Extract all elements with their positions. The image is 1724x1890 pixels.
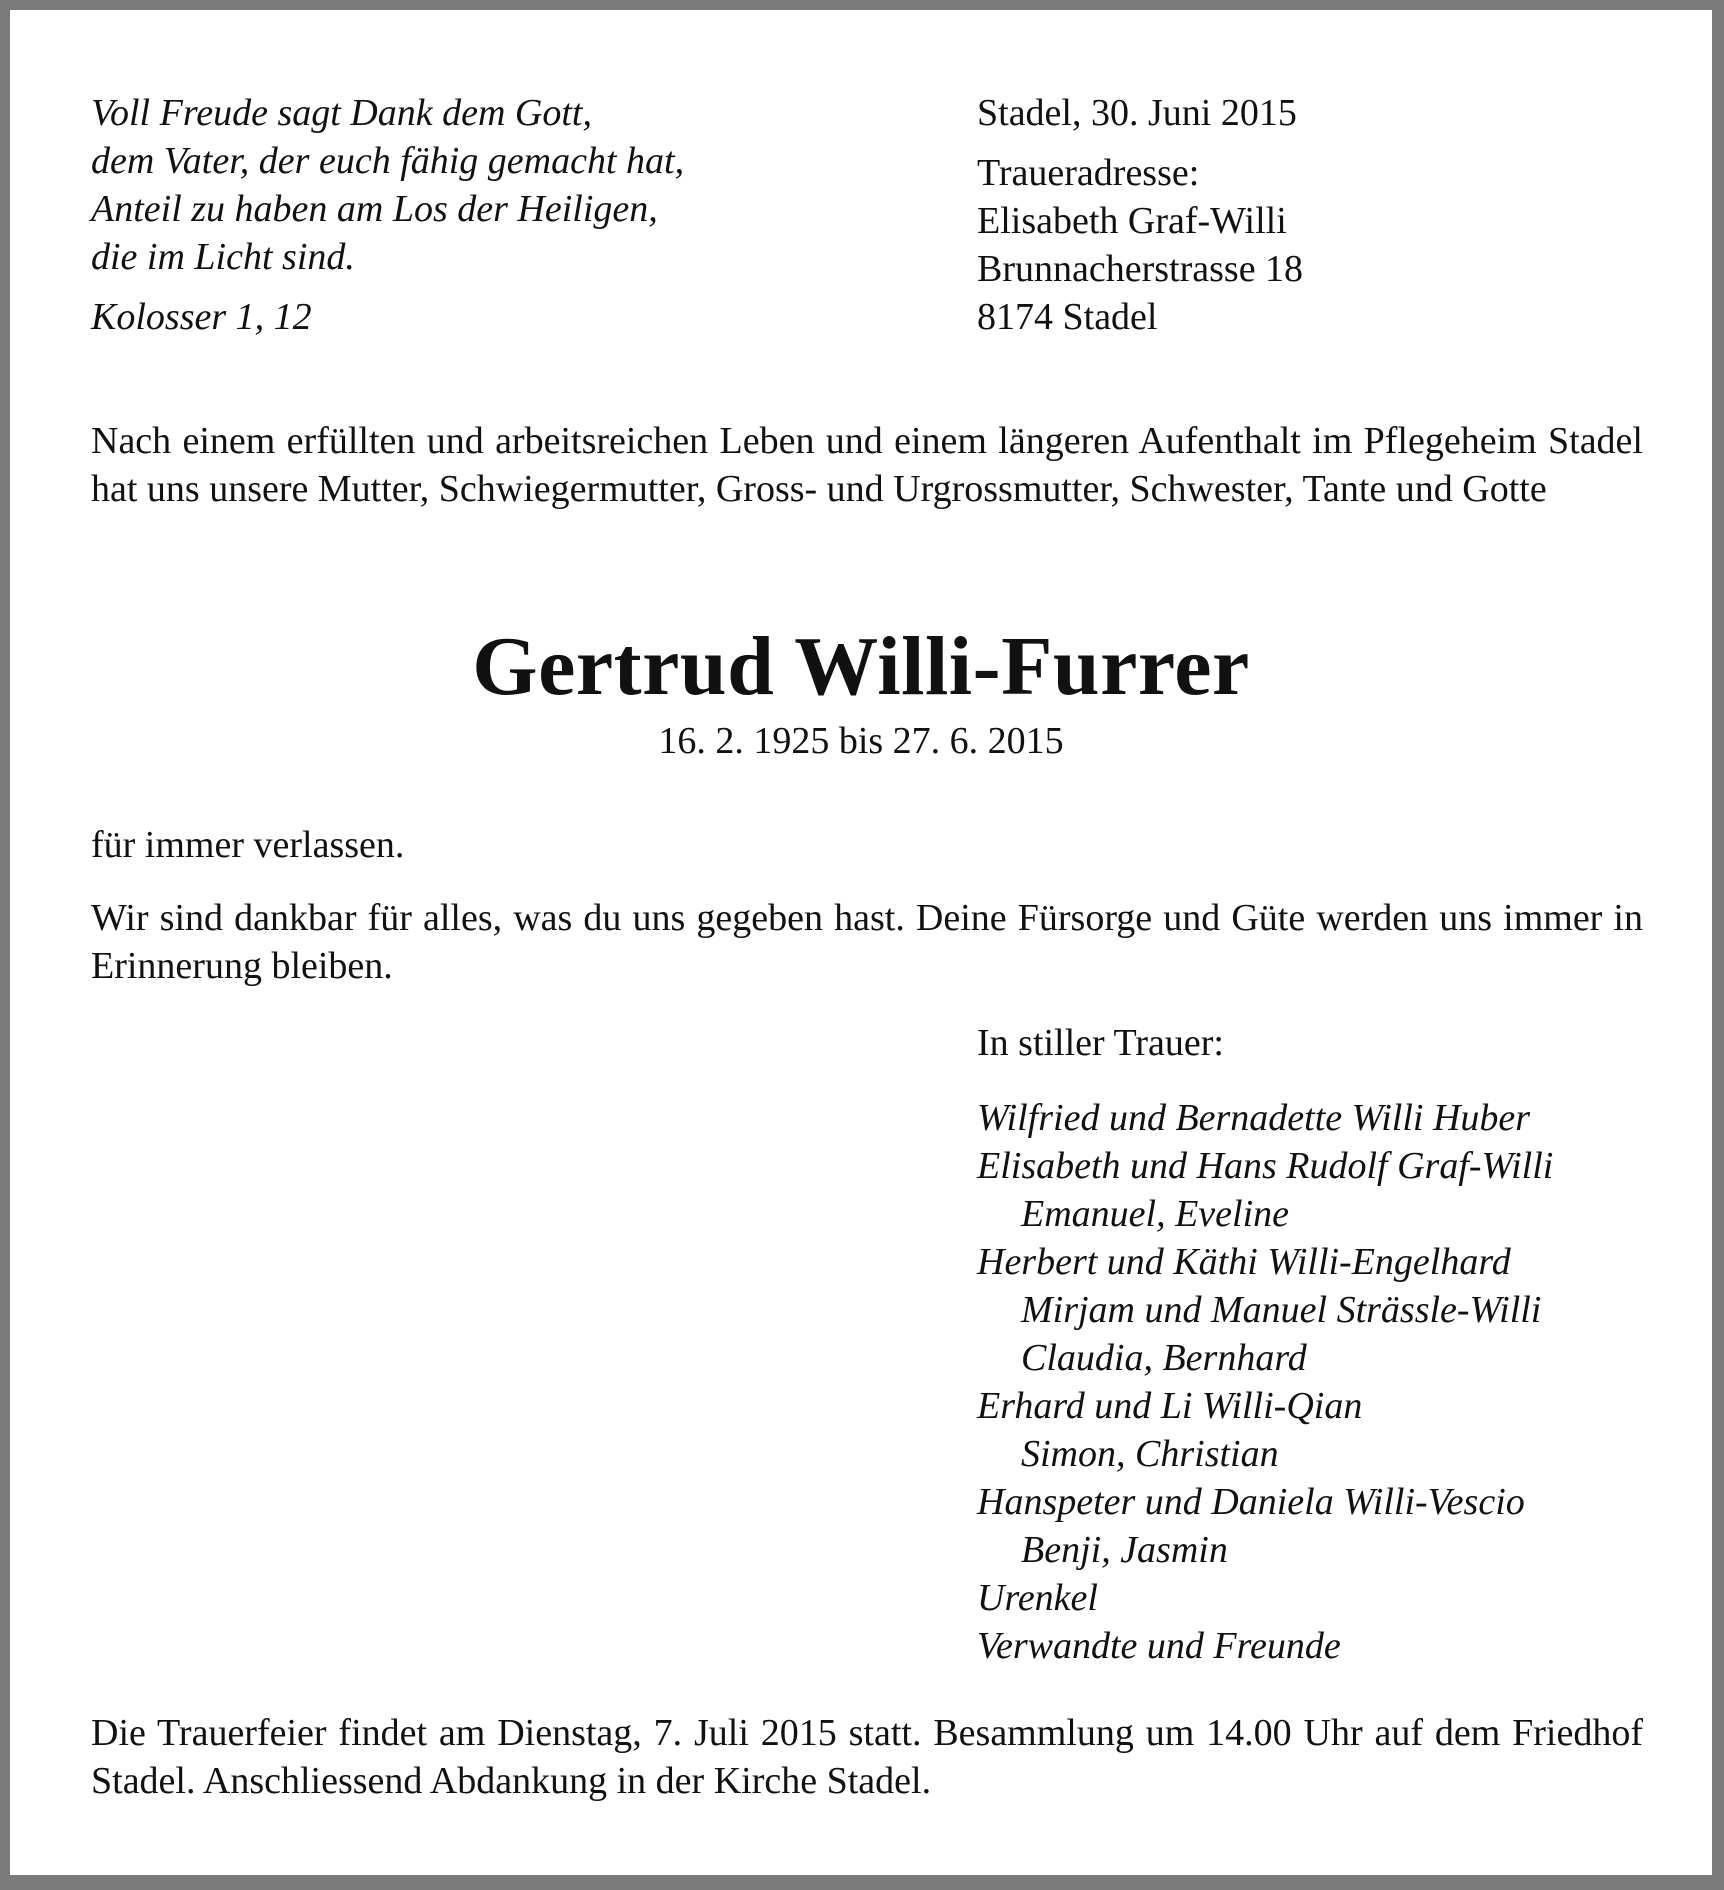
address-line: Elisabeth Graf-Willi	[977, 200, 1287, 242]
header-info	[977, 89, 1303, 341]
bible-verse	[91, 89, 684, 341]
mourner-line: Elisabeth und Hans Rudolf Graf-Willi	[977, 1145, 1554, 1187]
verse-line: Anteil zu haben am Los der Heiligen,	[91, 188, 658, 230]
mourner-line: Erhard und Li Willi-Qian	[977, 1385, 1363, 1427]
verse-line: dem Vater, der euch fähig gemacht hat,	[91, 140, 685, 182]
address-line: 8174 Stadel	[977, 296, 1158, 338]
intro-paragraph: Nach einem erfüllten und arbeitsreichen Leben und einem längeren Aufenthalt im Pflegeheim Stadel hat uns unsere Mutter, Schwiegermutter, Gross- und Urgrossmutter, Schwester, Tante und Gotte	[91, 420, 1643, 510]
verse-reference: Kolosser 1, 12	[91, 296, 312, 338]
mourner-line: Hanspeter und Daniela Willi-Vescio	[977, 1481, 1525, 1523]
mourners-label: In stiller Trauer:	[977, 1022, 1224, 1064]
obituary-page	[10, 10, 1712, 1875]
address-line: Brunnacherstrasse 18	[977, 248, 1304, 290]
mourner-line: Simon, Christian	[1021, 1433, 1279, 1475]
thanks-paragraph: Wir sind dankbar für alles, was du uns gegeben hast. Deine Fürsorge und Güte werden uns immer in Erinnerung bleiben.	[91, 897, 1643, 987]
mourner-line: Verwandte und Freunde	[977, 1625, 1341, 1667]
mourner-line: Wilfried und Bernadette Willi Huber	[977, 1097, 1531, 1139]
place-date: Stadel, 30. Juni 2015	[977, 92, 1297, 134]
verse-line: Voll Freude sagt Dank dem Gott,	[91, 92, 592, 134]
mourner-line: Claudia, Bernhard	[1021, 1337, 1307, 1379]
mourners-list	[977, 1094, 1553, 1670]
address-label: Traueradresse:	[977, 152, 1200, 194]
mourner-line: Urenkel	[977, 1577, 1098, 1619]
service-paragraph: Die Trauerfeier findet am Dienstag, 7. Juli 2015 statt. Besammlung um 14.00 Uhr auf dem Friedhof Stadel. Anschliessend Abdankung in der Kirche Stadel.	[91, 1712, 1643, 1802]
life-dates: 16. 2. 1925 bis 27. 6. 2015	[658, 720, 1064, 762]
verse-line: die im Licht sind.	[91, 236, 355, 278]
mourner-line: Mirjam und Manuel Strässle-Willi	[1021, 1289, 1542, 1331]
mourner-line: Herbert und Käthi Willi-Engelhard	[977, 1241, 1511, 1283]
deceased-name: Gertrud Willi-Furrer	[472, 620, 1250, 713]
mourner-line: Emanuel, Eveline	[1021, 1193, 1290, 1235]
farewell-text: für immer verlassen.	[91, 824, 405, 866]
mourner-line: Benji, Jasmin	[1021, 1529, 1228, 1571]
